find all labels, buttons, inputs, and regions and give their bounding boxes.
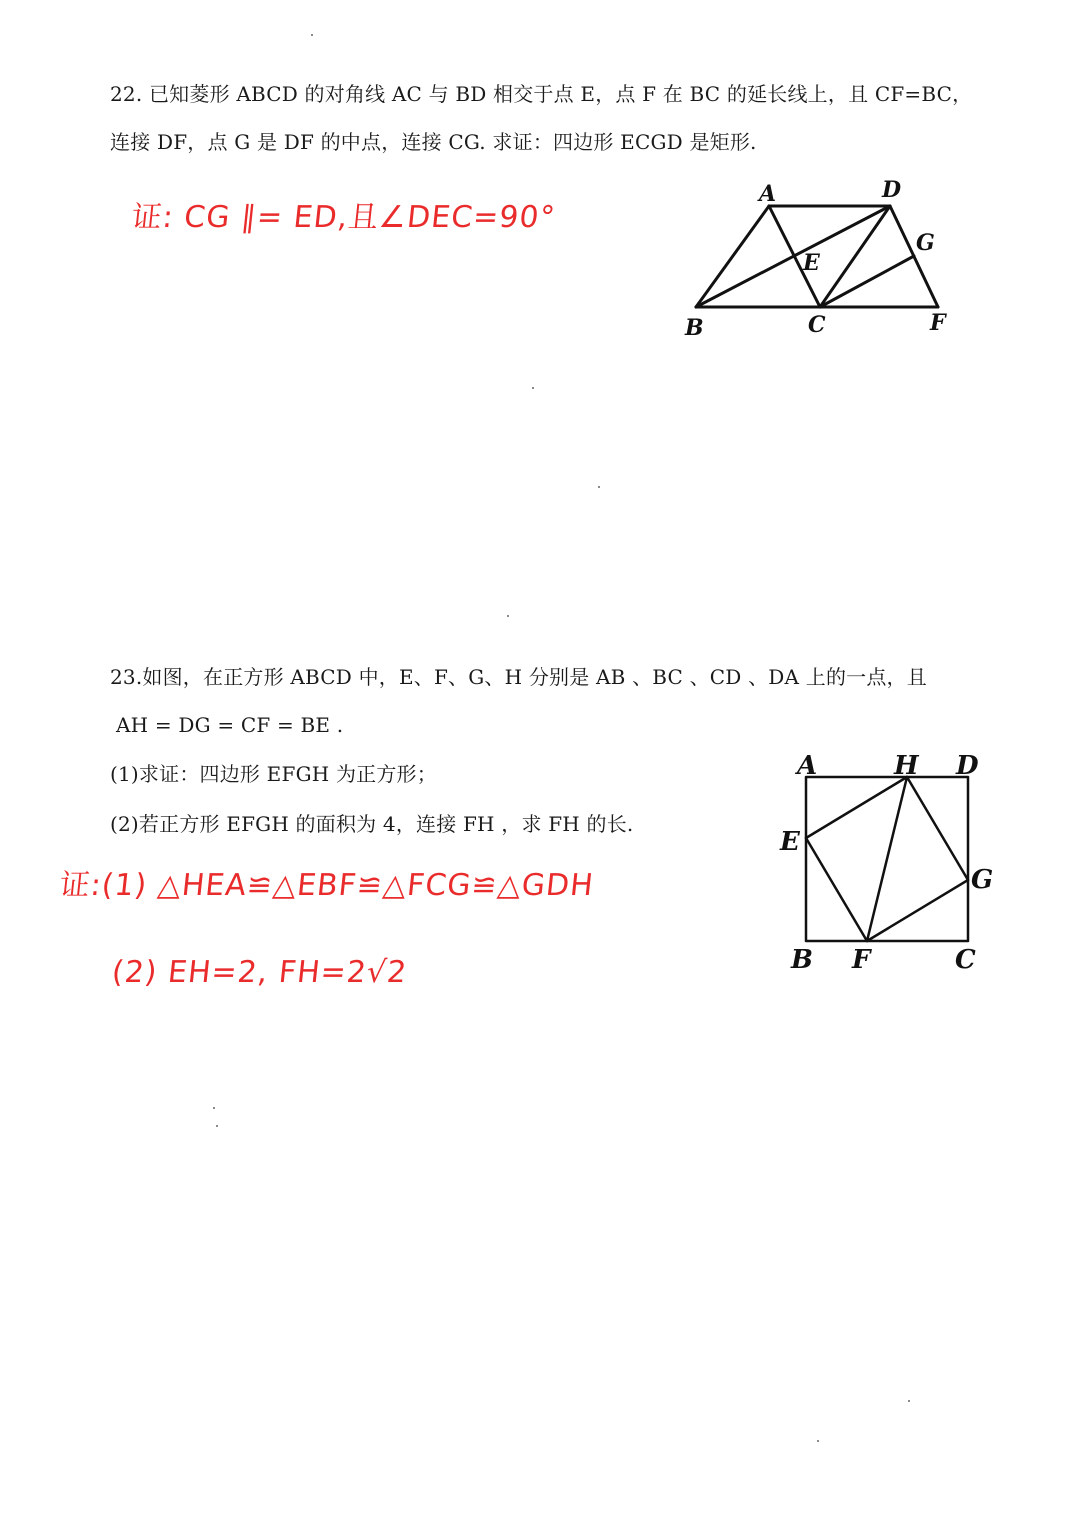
scan-speck (908, 1400, 910, 1402)
q23-label-B: B (791, 945, 813, 975)
q22-label-G: G (916, 230, 935, 256)
q22-label-D: D (882, 177, 902, 203)
q23-handwritten-answer-1: 证:(1) △HEA≌△EBF≌△FCG≌△GDH (57, 868, 596, 903)
q22-label-B: B (685, 315, 704, 341)
q22-label-A: A (759, 181, 777, 207)
scan-speck (507, 615, 509, 617)
q23-text-line1: 23.如图，在正方形 ABCD 中，E、F、G、H 分别是 AB 、BC 、CD 、DA 上的一点，且 (110, 665, 927, 689)
q23-label-A: A (797, 751, 818, 781)
q22-label-E: E (803, 250, 820, 276)
q22-handwritten-answer: 证: CG ∥= ED,且∠DEC=90° (129, 200, 558, 235)
scan-speck (532, 387, 534, 389)
q23-text-line4: (2)若正方形 EFGH 的面积为 4，连接 FH ，求 FH 的长. (110, 812, 634, 836)
q22-label-C: C (808, 312, 826, 338)
q23-text-line3: (1)求证：四边形 EFGH 为正方形； (110, 762, 437, 786)
segment-CG (820, 256, 914, 307)
q23-label-E: E (780, 827, 800, 857)
q23-handwritten-answer-2: (2) EH=2, FH=2√2 (110, 955, 409, 990)
q22-rhombus-figure (670, 170, 970, 350)
segment-EH (806, 777, 907, 838)
q23-label-F: F (852, 945, 871, 975)
q22-text-line2: 连接 DF，点 G 是 DF 的中点，连接 CG. 求证：四边形 ECGD 是矩形. (110, 130, 757, 154)
segment-AB (696, 206, 769, 307)
segment-DC (820, 206, 890, 307)
q23-label-D: D (956, 751, 979, 781)
scan-speck (598, 486, 600, 488)
scan-speck (817, 1440, 819, 1442)
q23-square-figure (770, 740, 1010, 980)
scan-speck (311, 34, 313, 36)
segment-FH (867, 777, 907, 941)
segment-GF (867, 880, 968, 941)
q23-text-line2: AH = DG = CF = BE . (116, 713, 344, 737)
q22-text-line1: 22. 已知菱形 ABCD 的对角线 AC 与 BD 相交于点 E，点 F 在 BC 的延长线上，且 CF=BC， (110, 82, 973, 106)
q23-label-C: C (955, 945, 976, 975)
segment-BD (696, 206, 890, 307)
q22-label-F: F (930, 310, 946, 336)
scan-speck (216, 1125, 218, 1127)
q23-label-H: H (894, 751, 919, 781)
q23-label-G: G (971, 865, 994, 895)
segment-HG (907, 777, 968, 880)
scan-speck (213, 1107, 215, 1109)
segment-FE (806, 838, 867, 941)
